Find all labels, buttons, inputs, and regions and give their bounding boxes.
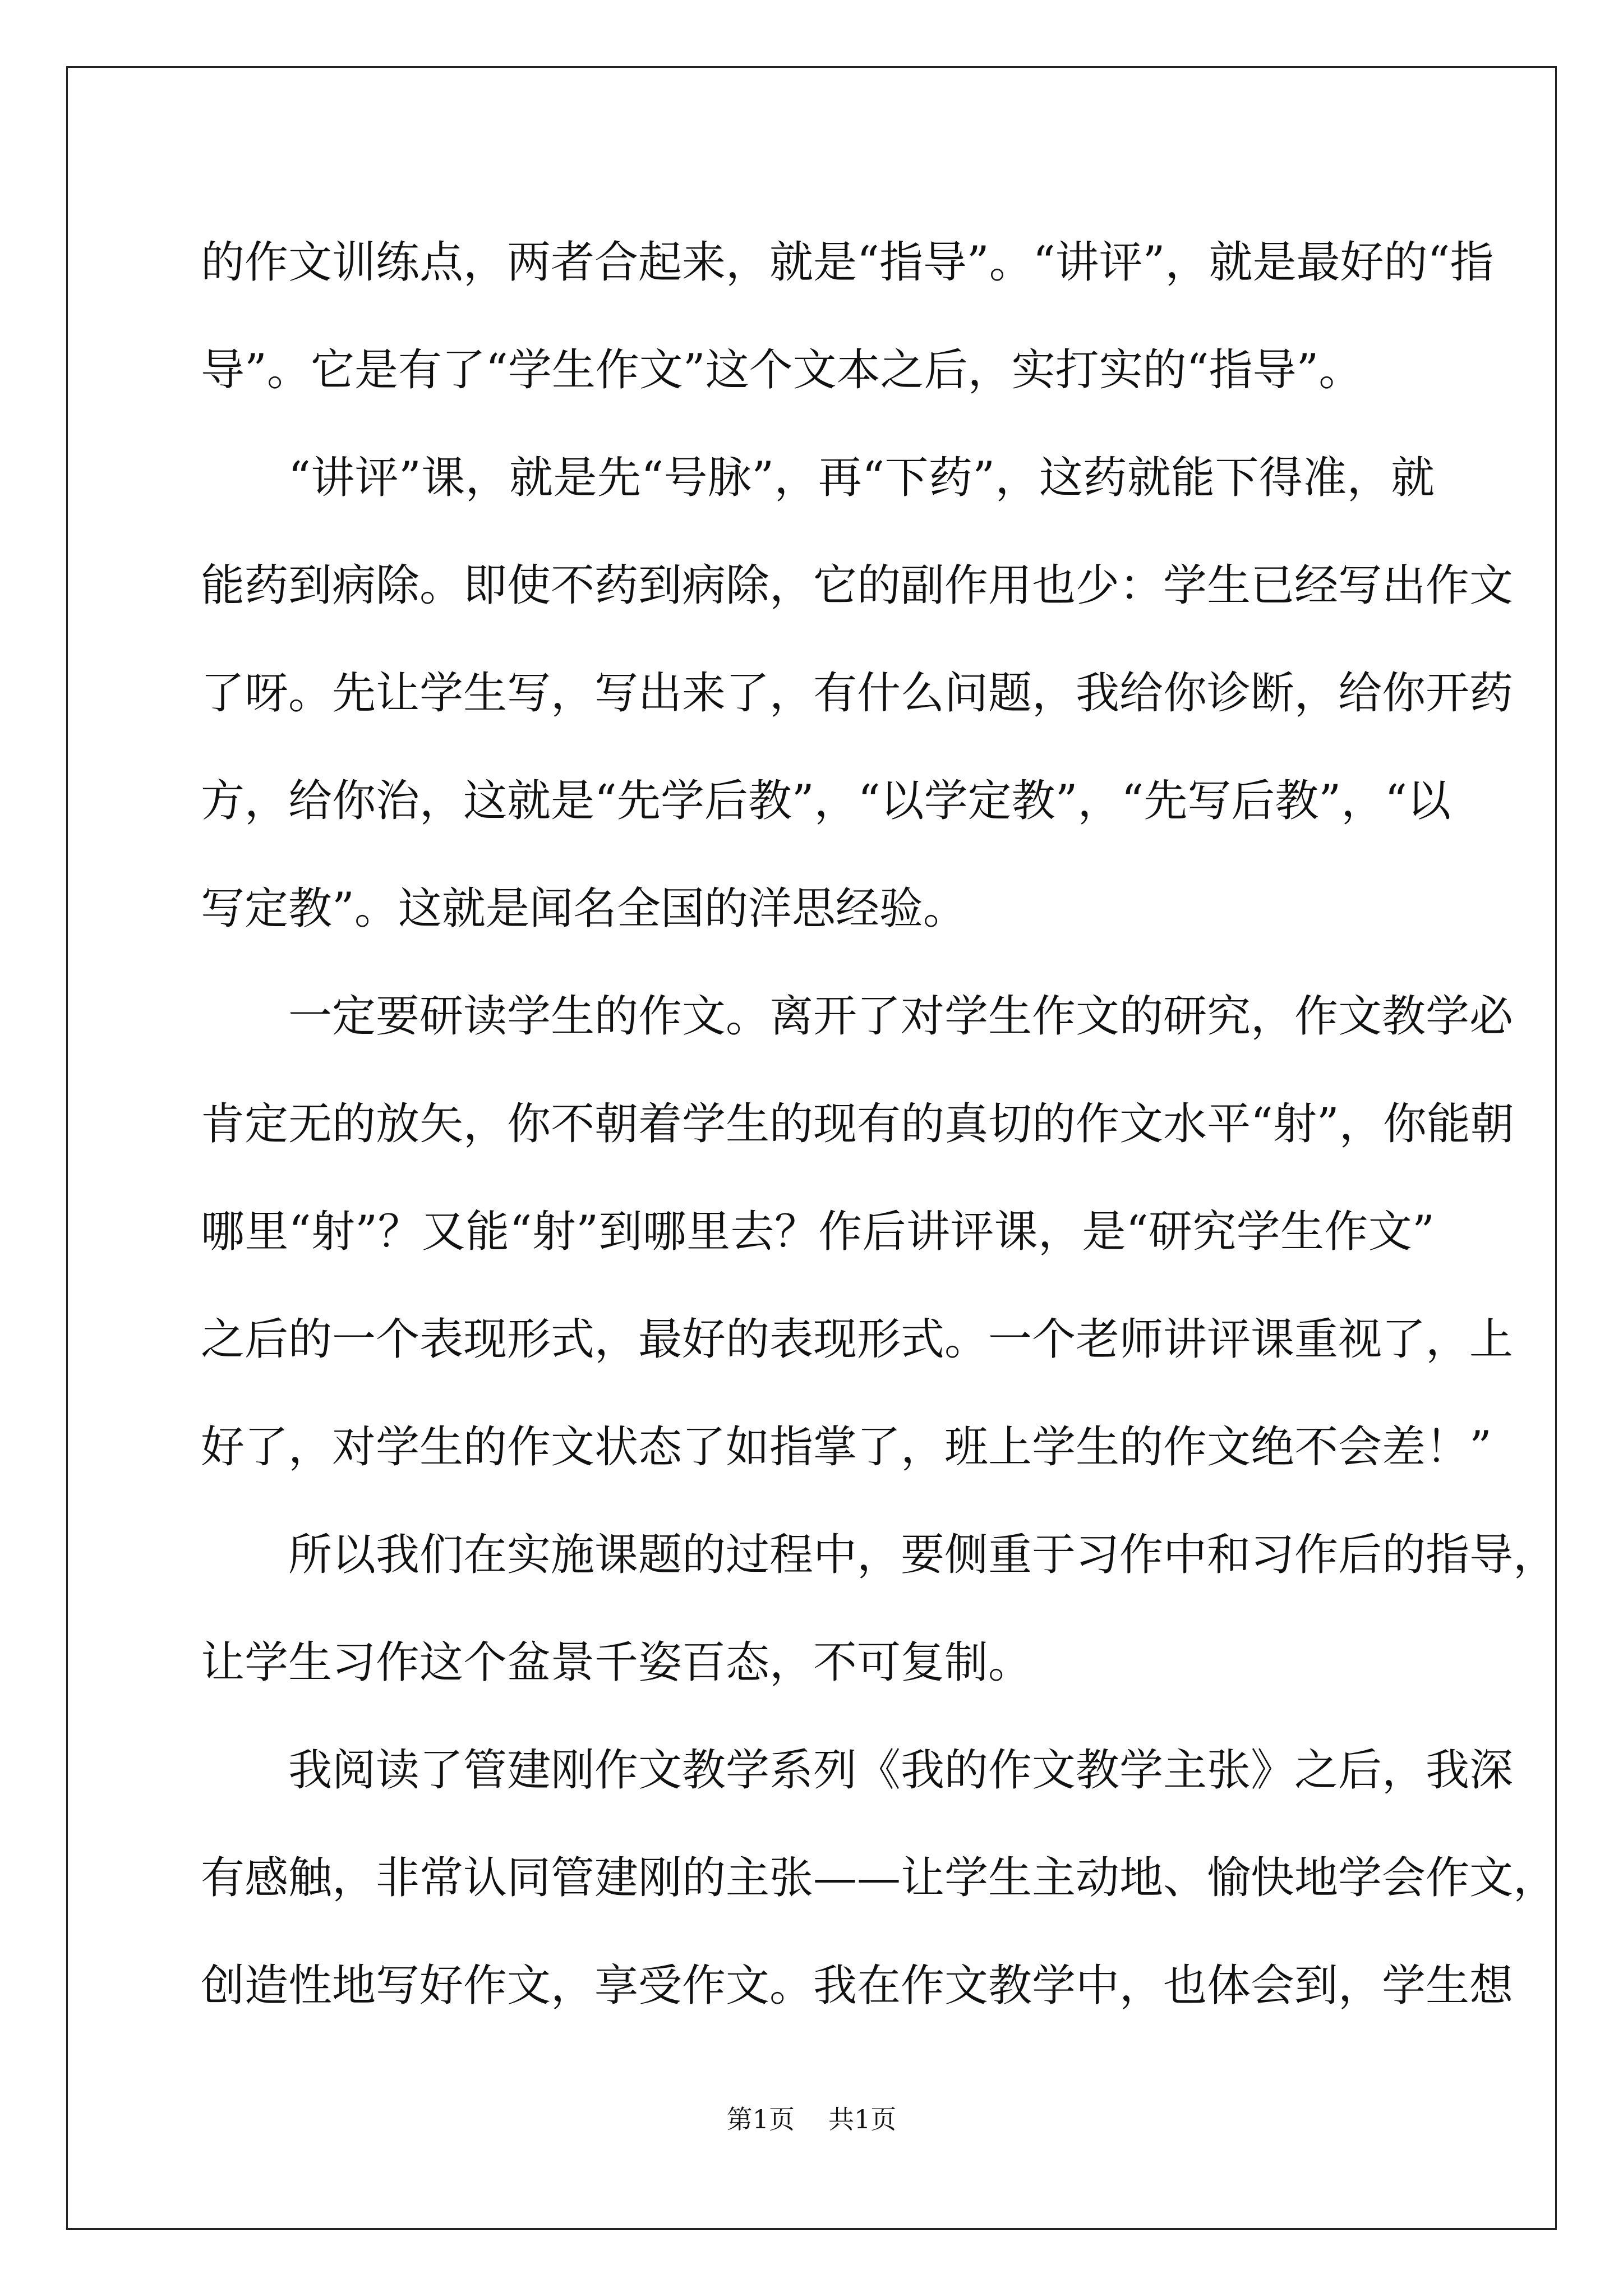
text-line: 了呀。先让学生写，写出来了，有什么问题，我给你诊断，给你开药 [201, 668, 1514, 719]
document-body [201, 209, 1557, 2040]
text-line: 有感触，非常认同管建刚的主张——让学生主动地、愉快地学会作文， [201, 1853, 1557, 1903]
text-line: 的作文训练点，两者合起来，就是“指导”。“讲评”，就是最好的“指 [201, 237, 1494, 288]
text-line: 好了，对学生的作文状态了如指掌了，班上学生的作文绝不会差！” [201, 1422, 1492, 1473]
text-line: 之后的一个表现形式，最好的表现形式。一个老师讲评课重视了，上 [201, 1314, 1514, 1365]
text-line: 创造性地写好作文，享受作文。我在作文教学中，也体会到，学生想 [201, 1961, 1514, 2011]
text-line: 写定教”。这就是闻名全国的洋思经验。 [201, 884, 967, 934]
page-total: 共1页 [828, 2104, 897, 2134]
text-line: 能药到病除。即使不药到病除，它的副作用也少：学生已经写出作文 [201, 560, 1514, 611]
page-footer [0, 2099, 1623, 2136]
text-line: 让学生习作这个盆景千姿百态，不可复制。 [201, 1637, 1032, 1688]
text-line: 肯定无的放矢，你不朝着学生的现有的真切的作文水平“射”，你能朝 [201, 1099, 1514, 1149]
text-line: 哪里“射”？又能“射”到哪里去？作后讲评课，是“研究学生作文” [201, 1207, 1435, 1257]
text-line: 所以我们在实施课题的过程中，要侧重于习作中和习作后的指导， [288, 1530, 1557, 1580]
text-line: 导”。它是有了“学生作文”这个文本之后，实打实的“指导”。 [201, 345, 1363, 395]
page-number: 第1页 [726, 2104, 795, 2134]
text-line: 方，给你治，这就是“先学后教”，“以学定教”，“先写后教”，“以 [201, 776, 1451, 826]
text-line: 我阅读了管建刚作文教学系列《我的作文教学主张》之后，我深 [288, 1745, 1514, 1796]
text-line: “讲评”课，就是先“号脉”，再“下药”，这药就能下得准，就 [288, 453, 1435, 503]
text-line: 一定要研读学生的作文。离开了对学生作文的研究，作文教学必 [288, 991, 1514, 1042]
